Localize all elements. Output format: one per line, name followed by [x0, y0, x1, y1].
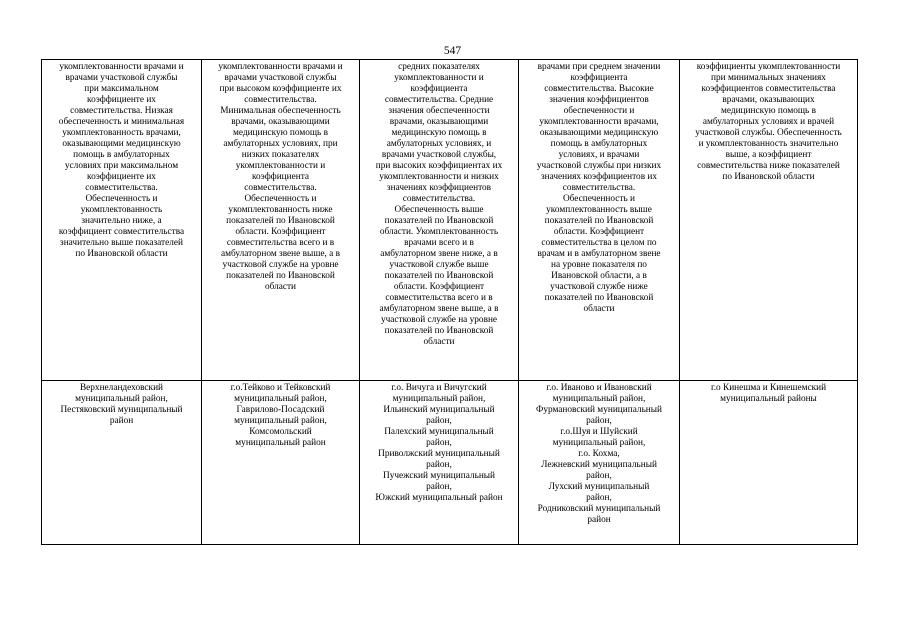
- text-line: район,: [586, 416, 612, 426]
- text-line: при минимальных значениях: [711, 73, 826, 83]
- text-line: показателей по Ивановской: [544, 293, 654, 303]
- text-line: врачам и в амбулаторном звене: [537, 249, 661, 259]
- text-line: совместительства. Высокие: [544, 84, 654, 94]
- text-line: коэффициенте их: [87, 95, 156, 105]
- text-line: муниципальный район,: [552, 438, 646, 448]
- text-line: области. Укомплектованность: [379, 227, 499, 237]
- text-line: области: [264, 282, 297, 292]
- text-line: укомплектованность врачами,: [62, 128, 181, 138]
- text-line: показателей по Ивановской: [384, 326, 494, 336]
- text-line: врачами, оказывающими: [389, 117, 489, 127]
- text-line: области. Коэффициент: [553, 227, 645, 237]
- text-line: укомплектованность ниже: [228, 205, 333, 215]
- text-line: укомплектованность: [80, 205, 163, 215]
- text-line: г.о. Иваново и Ивановский: [546, 383, 652, 393]
- text-line: Пестяковский муниципальный: [60, 405, 183, 415]
- text-line: участковой службе на уровне: [222, 260, 339, 270]
- text-line: по Ивановской области: [75, 249, 168, 259]
- description-cell-2: [202, 60, 360, 381]
- text-line: оказывающими медицинскую: [539, 128, 659, 138]
- text-line: г.о Кинешма и Кинешемский: [710, 383, 827, 393]
- text-line: Палехский муниципальный: [384, 427, 494, 437]
- description-cell-4: [519, 60, 680, 381]
- text-line: Лежневский муниципальный: [541, 460, 657, 470]
- text-line: г.о.Тейково и Тейковский: [230, 383, 331, 393]
- text-line: низких показателях: [241, 150, 320, 160]
- text-line: значениях коэффициентов: [386, 183, 492, 193]
- districts-cell-5: [680, 381, 858, 545]
- districts-cell-3: [360, 381, 519, 545]
- description-cell-1: [42, 60, 202, 381]
- text-line: совместительства в целом по: [541, 238, 657, 248]
- text-line: коэффициента: [410, 84, 468, 94]
- districts-cell-4: [519, 381, 680, 545]
- text-line: значительно ниже, а: [81, 216, 162, 226]
- text-line: Верхнеландеховский: [79, 383, 164, 393]
- text-line: Южский муниципальный район: [375, 493, 503, 503]
- text-line: район: [109, 416, 134, 426]
- text-line: коэффициента: [251, 172, 310, 182]
- text-line: показателей по Ивановской: [384, 216, 494, 226]
- text-line: совместительства. Низкая: [70, 106, 173, 116]
- text-line: муниципальный район,: [75, 394, 168, 404]
- text-line: показателей по Ивановской: [544, 216, 654, 226]
- text-line: район: [587, 515, 611, 525]
- text-line: район,: [586, 471, 612, 481]
- text-line: при высоком коэффициенте их: [219, 84, 342, 94]
- text-line: врачами, оказывающих: [722, 95, 815, 105]
- text-line: врачами участковой службы: [65, 73, 178, 83]
- text-line: медицинскую помощь в: [720, 106, 817, 116]
- text-line: Обеспеченность выше: [394, 205, 484, 215]
- text-line: области. Коэффициент: [235, 227, 326, 237]
- text-line: муниципальный район,: [234, 416, 327, 426]
- text-line: амбулаторных условиях, при: [223, 139, 338, 149]
- text-line: врачами участковой службы,: [381, 150, 497, 160]
- text-line: совместительства.: [85, 183, 158, 193]
- text-line: показателей по Ивановской: [384, 271, 494, 281]
- text-line: район,: [426, 416, 452, 426]
- text-line: врачами, оказывающими: [231, 117, 330, 127]
- text-line: укомплектованности и: [394, 73, 484, 83]
- text-line: Ильинский муниципальный: [383, 405, 495, 415]
- text-line: муниципальный районы: [720, 394, 817, 404]
- text-line: укомплектованности и низких: [379, 172, 499, 182]
- text-line: укомплектованности врачами,: [539, 117, 659, 127]
- text-line: области. Коэффициент: [393, 282, 485, 292]
- text-line: Комсомольский: [249, 427, 312, 437]
- text-line: совместительства всего и в: [385, 293, 493, 303]
- text-line: условиях при максимальном: [64, 161, 179, 171]
- text-line: амбулаторном звене выше, а в: [220, 249, 340, 259]
- text-line: коэффициенты укомплектованности: [696, 62, 841, 72]
- text-line: при высоких коэффициентах их: [375, 161, 503, 171]
- text-line: помощь в амбулаторных: [73, 150, 170, 160]
- text-line: район,: [586, 493, 612, 503]
- text-line: значениях коэффициентов их: [540, 172, 658, 182]
- table-row-descriptions: [42, 60, 858, 381]
- text-line: амбулаторном звене выше, а в: [379, 304, 499, 314]
- text-line: г.о. Кохма,: [578, 449, 620, 459]
- text-line: помощь в амбулаторных: [550, 139, 648, 149]
- text-line: муниципальный район,: [552, 394, 646, 404]
- text-line: совместительства.: [244, 183, 317, 193]
- text-line: по Ивановской области: [722, 172, 815, 182]
- text-line: участковой службы. Обеспеченность: [695, 128, 842, 138]
- text-line: г.о. Вичуга и Вичугский: [391, 383, 487, 393]
- text-line: укомплектованности врачами и: [59, 62, 184, 72]
- text-line: выше, а коэффициент: [725, 150, 812, 160]
- text-line: укомплектованность выше: [546, 205, 652, 215]
- text-line: средних показателях: [398, 62, 480, 72]
- text-line: Обеспеченность и: [244, 194, 317, 204]
- text-line: значительно выше показателей: [60, 238, 183, 248]
- text-line: совместительства всего и в: [226, 238, 335, 248]
- text-line: Обеспеченность и: [85, 194, 158, 204]
- text-line: врачами участковой службы: [224, 73, 337, 83]
- text-line: совместительства.: [562, 183, 636, 193]
- text-line: Лухский муниципальный: [548, 482, 650, 492]
- text-line: коэффициента: [570, 73, 628, 83]
- text-line: район,: [426, 482, 452, 492]
- text-line: Ивановской области, а в: [551, 271, 647, 281]
- text-line: врачами при среднем значении: [537, 62, 661, 72]
- text-line: муниципальный район,: [234, 394, 327, 404]
- text-line: амбулаторных условиях, и: [386, 139, 492, 149]
- text-line: Гаврилово-Посадский: [236, 405, 325, 415]
- text-line: совместительства.: [244, 95, 317, 105]
- text-line: при максимальном: [84, 84, 159, 94]
- description-cell-5: [680, 60, 858, 381]
- text-line: амбулаторных условиях и врачей: [702, 117, 835, 127]
- text-line: г.о.Шуя и Шуйский: [560, 427, 638, 437]
- text-line: участковой службе выше: [389, 260, 489, 270]
- text-line: Обеспеченность и: [562, 194, 636, 204]
- text-line: врачами всего и в: [404, 238, 474, 248]
- text-line: значения обеспеченности: [388, 106, 490, 116]
- text-line: участковой службе ниже: [550, 282, 648, 292]
- text-line: оказывающими медицинскую: [62, 139, 181, 149]
- text-line: медицинскую помощь в: [391, 128, 487, 138]
- text-line: муниципальный район: [235, 438, 326, 448]
- text-line: обеспеченность и минимальная: [58, 117, 185, 127]
- text-line: участковой службе на уровне: [380, 315, 498, 325]
- text-line: совместительства. Средние: [384, 95, 494, 105]
- districts-cell-2: [202, 381, 360, 545]
- text-line: Родниковский муниципальный: [537, 504, 661, 514]
- description-cell-3: [360, 60, 519, 381]
- text-line: коэффициентов совместительства: [701, 84, 836, 94]
- text-line: совместительства.: [402, 194, 476, 204]
- text-line: условиях, и врачами: [558, 150, 640, 160]
- text-line: коэффициенте их: [87, 172, 156, 182]
- table-row-districts: [42, 381, 858, 545]
- page-number: 547: [443, 45, 462, 57]
- text-line: на уровне показателя по: [551, 260, 647, 270]
- text-line: муниципальный район,: [392, 394, 486, 404]
- text-line: амбулаторном звене ниже, а в: [380, 249, 498, 259]
- text-line: Минимальная обеспеченность: [220, 106, 341, 116]
- text-line: области: [583, 304, 615, 314]
- text-line: коэффициент совместительства: [58, 227, 185, 237]
- text-line: Приволжский муниципальный: [378, 449, 500, 459]
- text-line: Пучежский муниципальный: [382, 471, 496, 481]
- text-line: участковой службы при низких: [536, 161, 662, 171]
- text-line: обеспеченности и: [563, 106, 635, 116]
- district-classification-table: [41, 59, 858, 545]
- text-line: показателей по Ивановской: [226, 271, 335, 281]
- text-line: укомплектованности и: [235, 161, 326, 171]
- text-line: области: [423, 337, 455, 347]
- text-line: район,: [426, 438, 452, 448]
- districts-cell-1: [42, 381, 202, 545]
- text-line: укомплектованности врачами и: [218, 62, 343, 72]
- text-line: и укомплектованность значительно: [698, 139, 839, 149]
- text-line: совместительства ниже показателей: [697, 161, 840, 171]
- text-line: район,: [426, 460, 452, 470]
- text-line: значения коэффициентов: [549, 95, 649, 105]
- text-line: показателей по Ивановской: [226, 216, 335, 226]
- text-line: Фурмановский муниципальный: [535, 405, 663, 415]
- text-line: медицинскую помощь в: [232, 128, 329, 138]
